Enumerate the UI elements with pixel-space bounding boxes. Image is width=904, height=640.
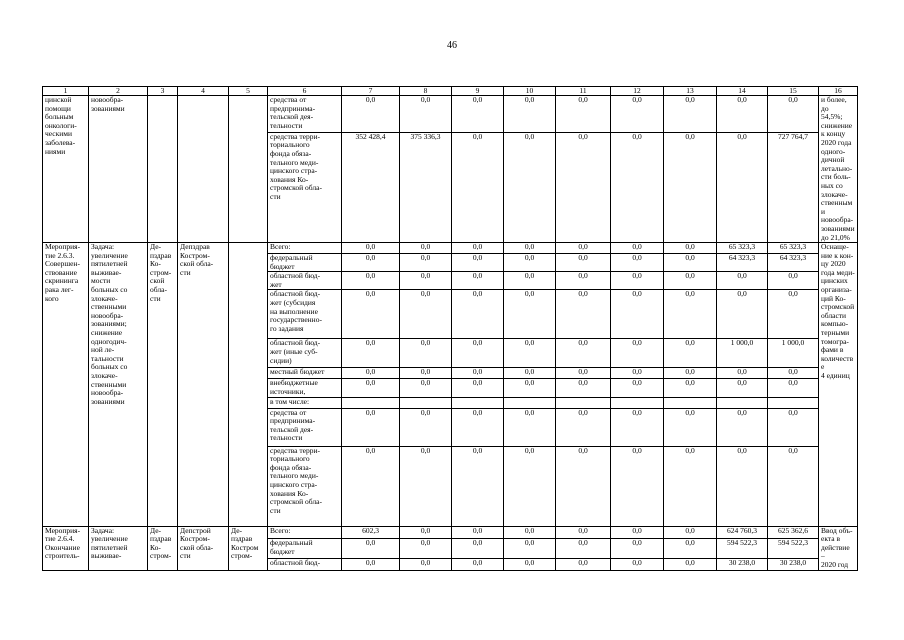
amount-cell: 0,0: [556, 408, 611, 446]
amount-cell: [452, 397, 504, 408]
funding-source: Всего:: [268, 526, 342, 538]
amount-cell: 0,0: [342, 368, 400, 379]
funding-source: внебюджетные источники,: [268, 379, 342, 397]
amount-cell: 0,0: [556, 368, 611, 379]
amount-cell: 0,0: [400, 408, 452, 446]
amount-cell: 30 238,0: [717, 559, 768, 570]
page-number: 46: [447, 40, 457, 51]
amount-cell: 0,0: [452, 368, 504, 379]
funding-source: местный бюджет: [268, 368, 342, 379]
amount-cell: 0,0: [342, 272, 400, 290]
amount-cell: 0,0: [611, 254, 664, 272]
cell-c1: цинской помощи больным онкологи- ческими заболева- ниями: [43, 96, 89, 243]
column-header-9: 9: [452, 87, 504, 96]
amount-cell: 0,0: [717, 408, 768, 446]
amount-cell: 0,0: [452, 446, 504, 526]
amount-cell: 0,0: [664, 254, 717, 272]
funding-source: областной бюд- жет (иные суб- сидии): [268, 339, 342, 368]
column-header-15: 15: [768, 87, 819, 96]
amount-cell: 0,0: [611, 290, 664, 339]
amount-cell: 0,0: [452, 339, 504, 368]
amount-cell: [768, 397, 819, 408]
amount-cell: 0,0: [664, 243, 717, 254]
cell-c1: Мероприя- тие 2.6.3. Совершен- ствование скрининга рака лег- кого: [43, 243, 89, 527]
amount-cell: 0,0: [556, 290, 611, 339]
funding-source: средства от предпринима- тельской дея- тельности: [268, 96, 342, 133]
amount-cell: 0,0: [452, 408, 504, 446]
amount-cell: 0,0: [556, 526, 611, 538]
column-header-11: 11: [556, 87, 611, 96]
amount-cell: 0,0: [400, 290, 452, 339]
amount-cell: 0,0: [504, 243, 556, 254]
amount-cell: 0,0: [664, 272, 717, 290]
amount-cell: 0,0: [452, 243, 504, 254]
amount-cell: 0,0: [611, 368, 664, 379]
amount-cell: 0,0: [452, 526, 504, 538]
funding-source: областной бюд-: [268, 559, 342, 570]
amount-cell: [342, 397, 400, 408]
amount-cell: 0,0: [400, 254, 452, 272]
amount-cell: 0,0: [768, 446, 819, 526]
amount-cell: 0,0: [400, 368, 452, 379]
amount-cell: 0,0: [400, 96, 452, 133]
amount-cell: 0,0: [664, 368, 717, 379]
amount-cell: [504, 397, 556, 408]
amount-cell: 1 000,0: [717, 339, 768, 368]
expected-result: Ввод объ- екта в действие – 2020 год: [819, 526, 858, 570]
amount-cell: 0,0: [768, 408, 819, 446]
amount-cell: 0,0: [556, 339, 611, 368]
amount-cell: 0,0: [342, 379, 400, 397]
amount-cell: 352 428,4: [342, 132, 400, 242]
cell-c5: [229, 96, 268, 243]
funding-source: областной бюд- жет (субсидия на выполнение государственно- го задания: [268, 290, 342, 339]
amount-cell: 0,0: [611, 408, 664, 446]
column-header-2: 2: [89, 87, 148, 96]
column-header-7: 7: [342, 87, 400, 96]
amount-cell: 0,0: [342, 254, 400, 272]
amount-cell: 0,0: [452, 272, 504, 290]
expected-result: Оснаще- ние к кон- цу 2020 года меди- цинских организа- ций Ко- стромской области компью- терными томогра- фами в количестве 4 единиц: [819, 243, 858, 527]
amount-cell: 0,0: [768, 379, 819, 397]
amount-cell: 0,0: [342, 290, 400, 339]
amount-cell: 0,0: [768, 272, 819, 290]
amount-cell: 0,0: [452, 290, 504, 339]
amount-cell: 0,0: [768, 96, 819, 133]
amount-cell: 0,0: [342, 559, 400, 570]
cell-c3: Де- пздрав Ко- стром-: [148, 526, 178, 570]
amount-cell: 0,0: [556, 132, 611, 242]
amount-cell: 0,0: [504, 290, 556, 339]
cell-c4: Депстрой Костром- ской обла- сти: [178, 526, 229, 570]
header-row: [43, 87, 858, 96]
column-header-6: 6: [268, 87, 342, 96]
amount-cell: 0,0: [611, 132, 664, 242]
amount-cell: 0,0: [400, 526, 452, 538]
amount-cell: 0,0: [504, 559, 556, 570]
amount-cell: 0,0: [400, 339, 452, 368]
cell-c3: [148, 96, 178, 243]
amount-cell: 0,0: [664, 132, 717, 242]
amount-cell: [611, 397, 664, 408]
amount-cell: 0,0: [717, 368, 768, 379]
amount-cell: 1 000,0: [768, 339, 819, 368]
amount-cell: 375 336,3: [400, 132, 452, 242]
amount-cell: 0,0: [664, 446, 717, 526]
amount-cell: 0,0: [556, 446, 611, 526]
amount-cell: 0,0: [342, 538, 400, 558]
funding-source: в том числе:: [268, 397, 342, 408]
cell-c2: Задача: увеличение пятилетней выживае-: [89, 526, 148, 570]
amount-cell: 0,0: [664, 96, 717, 133]
expected-result: и более, до 54,5%; снижение к концу 2020 года одного- дичной летально- сти боль- ных со злокаче- ственными новообра- зованиями до 21,0%: [819, 96, 858, 243]
amount-cell: 0,0: [504, 339, 556, 368]
amount-cell: 0,0: [504, 368, 556, 379]
cell-c2: новообра- зованиями: [89, 96, 148, 243]
amount-cell: 0,0: [611, 339, 664, 368]
amount-cell: 0,0: [556, 379, 611, 397]
amount-cell: 0,0: [664, 290, 717, 339]
amount-cell: 0,0: [611, 243, 664, 254]
funding-source: Всего:: [268, 243, 342, 254]
amount-cell: 0,0: [556, 538, 611, 558]
amount-cell: 0,0: [664, 559, 717, 570]
amount-cell: 0,0: [504, 132, 556, 242]
amount-cell: 0,0: [556, 96, 611, 133]
amount-cell: 0,0: [342, 446, 400, 526]
amount-cell: 0,0: [664, 379, 717, 397]
table-row: [43, 96, 858, 133]
amount-cell: 0,0: [611, 559, 664, 570]
funding-source: средства от предпринима- тельской дея- тельности: [268, 408, 342, 446]
amount-cell: 65 323,3: [768, 243, 819, 254]
amount-cell: 0,0: [556, 272, 611, 290]
amount-cell: 0,0: [452, 559, 504, 570]
cell-c5: [229, 243, 268, 527]
amount-cell: 0,0: [611, 379, 664, 397]
amount-cell: 0,0: [556, 254, 611, 272]
amount-cell: 0,0: [342, 339, 400, 368]
amount-cell: 0,0: [452, 538, 504, 558]
column-header-3: 3: [148, 87, 178, 96]
amount-cell: 0,0: [504, 254, 556, 272]
amount-cell: 0,0: [452, 379, 504, 397]
amount-cell: 0,0: [504, 446, 556, 526]
cell-c4: [178, 96, 229, 243]
amount-cell: 64 323,3: [768, 254, 819, 272]
amount-cell: 0,0: [611, 538, 664, 558]
amount-cell: 0,0: [504, 272, 556, 290]
amount-cell: 624 760,3: [717, 526, 768, 538]
amount-cell: 0,0: [400, 379, 452, 397]
amount-cell: 0,0: [717, 290, 768, 339]
amount-cell: 0,0: [400, 538, 452, 558]
amount-cell: 0,0: [342, 408, 400, 446]
amount-cell: 0,0: [717, 446, 768, 526]
amount-cell: 0,0: [717, 272, 768, 290]
amount-cell: 625 362,6: [768, 526, 819, 538]
amount-cell: 0,0: [664, 538, 717, 558]
column-header-10: 10: [504, 87, 556, 96]
column-header-14: 14: [717, 87, 768, 96]
funding-source: областной бюд- жет: [268, 272, 342, 290]
amount-cell: 0,0: [452, 132, 504, 242]
amount-cell: 0,0: [664, 408, 717, 446]
column-header-1: 1: [43, 87, 89, 96]
column-header-12: 12: [611, 87, 664, 96]
amount-cell: 0,0: [342, 96, 400, 133]
funding-source: федеральный бюджет: [268, 538, 342, 558]
amount-cell: 594 522,3: [717, 538, 768, 558]
amount-cell: 0,0: [768, 368, 819, 379]
cell-c1: Мероприя- тие 2.6.4. Окончание строитель-: [43, 526, 89, 570]
table-row: [43, 526, 858, 538]
amount-cell: 0,0: [400, 243, 452, 254]
amount-cell: 0,0: [400, 446, 452, 526]
amount-cell: 0,0: [664, 526, 717, 538]
amount-cell: [556, 397, 611, 408]
amount-cell: [664, 397, 717, 408]
amount-cell: 0,0: [556, 243, 611, 254]
amount-cell: 0,0: [611, 96, 664, 133]
program-table: [42, 86, 858, 571]
amount-cell: 0,0: [611, 446, 664, 526]
cell-c3: Де- пздрав Ко- стром- ской обла- сти: [148, 243, 178, 527]
amount-cell: 0,0: [400, 559, 452, 570]
amount-cell: 0,0: [717, 132, 768, 242]
amount-cell: 0,0: [717, 379, 768, 397]
amount-cell: 594 522,3: [768, 538, 819, 558]
amount-cell: 0,0: [452, 254, 504, 272]
amount-cell: 0,0: [452, 96, 504, 133]
funding-source: средства терри- ториального фонда обяза- тельного меди- цинского стра- хования Ко- стромской обла- сти: [268, 446, 342, 526]
amount-cell: 65 323,3: [717, 243, 768, 254]
amount-cell: 0,0: [504, 538, 556, 558]
column-header-16: 16: [819, 87, 858, 96]
amount-cell: 0,0: [717, 96, 768, 133]
amount-cell: 0,0: [611, 272, 664, 290]
cell-c4: Депздрав Костром- ской обла- сти: [178, 243, 229, 527]
amount-cell: 602,3: [342, 526, 400, 538]
amount-cell: 0,0: [664, 339, 717, 368]
amount-cell: [717, 397, 768, 408]
amount-cell: 0,0: [556, 559, 611, 570]
column-header-13: 13: [664, 87, 717, 96]
amount-cell: 0,0: [504, 379, 556, 397]
amount-cell: [400, 397, 452, 408]
amount-cell: 0,0: [400, 272, 452, 290]
amount-cell: 0,0: [768, 290, 819, 339]
amount-cell: 30 238,0: [768, 559, 819, 570]
cell-c5: Де- пздрав Костром стром-: [229, 526, 268, 570]
amount-cell: 0,0: [342, 243, 400, 254]
table-row: [43, 243, 858, 254]
amount-cell: 0,0: [611, 526, 664, 538]
funding-source: федеральный бюджет: [268, 254, 342, 272]
amount-cell: 0,0: [504, 96, 556, 133]
amount-cell: 64 323,3: [717, 254, 768, 272]
column-header-8: 8: [400, 87, 452, 96]
column-header-5: 5: [229, 87, 268, 96]
amount-cell: 727 764,7: [768, 132, 819, 242]
amount-cell: 0,0: [504, 526, 556, 538]
column-header-4: 4: [178, 87, 229, 96]
cell-c2: Задача: увеличение пятилетней выживае- мости больных со злокаче- ственными новообра- зованиями; снижение одногодич- ной ле- тальности больных со злокаче- ственными новообра- зованиями: [89, 243, 148, 527]
amount-cell: 0,0: [504, 408, 556, 446]
funding-source: средства терри- ториального фонда обяза- тельного меди- цинского стра- хования Ко- стромской обла- сти: [268, 132, 342, 242]
